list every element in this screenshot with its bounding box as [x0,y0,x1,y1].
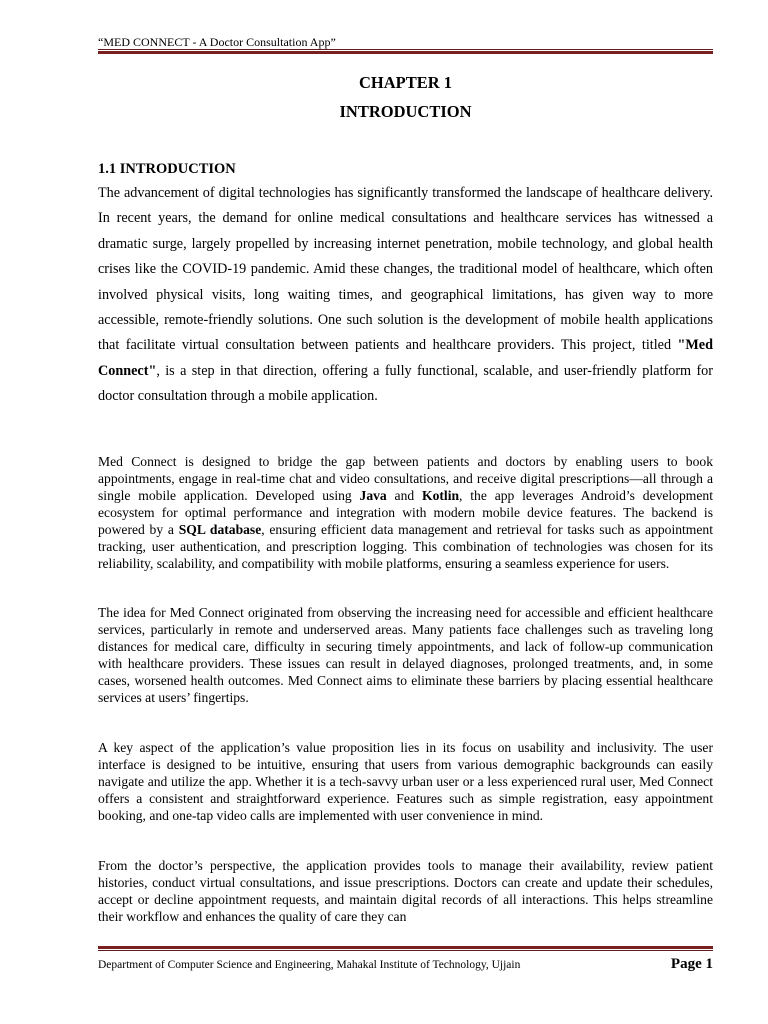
java-bold: Java [359,488,387,503]
section-heading: 1.1 INTRODUCTION [98,161,236,177]
footer-rule-thick [98,946,713,949]
header-rule-thick [98,51,713,54]
paragraph-1-text-a: The advancement of digital technologies has significantly transformed the landscape of healthcare delivery. In recent years, the demand for online medical consultations and healthcare services has witnessed a dramatic surge, largely propelled by increasing internet penetration, mobile technology, and global health crises like the COVID-19 pandemic. Amid these changes, the traditional model of healthcare, which often involved physical visits, long waiting times, and geographical limitations, has given way to more accessible, remote-friendly solutions. One such solution is the development of mobile health applications that facilitate virtual consultation between patients and healthcare providers. This project, titled [98,185,713,354]
paragraph-2-text-a: Med Connect is designed to bridge the gap between patients and doctors by enabling users to book appointments, engage in real-time chat and video consultations, and receive digital prescriptions—all through a single mobile application. Developed using [98,454,713,503]
chapter-title: INTRODUCTION [339,102,472,121]
paragraph-2-text-c: , the app leverages Android’s development ecosystem for optimal performance and integration with modern mobile device features. The backend is powered by a [98,488,713,537]
paragraph-2 [98,453,713,572]
header-rule-thin [98,49,713,50]
page-number: Page 1 [670,956,713,972]
kotlin-bold: Kotlin [422,488,460,503]
paragraph-1 [98,181,713,410]
paragraph-1-text-b: , is a step in that direction, offering a fully functional, scalable, and user-friendly platform for doctor consultation through a mobile application. [98,362,713,405]
paragraph-2-text-d: , ensuring efficient data management and retrieval for tasks such as appointment tracking, user authentication, and prescription logging. This combination of technologies was chosen for its reliability, scalability, and compatibility with mobile platforms, ensuring a seamless experience for users. [98,522,713,571]
sql-database-bold: SQL database [178,522,262,537]
paragraph-2-text-b: and [386,488,423,503]
running-header: “MED CONNECT - A Doctor Consultation App” [98,35,336,49]
chapter-number: CHAPTER 1 [358,73,453,92]
footer-department: Department of Computer Science and Engineering, Mahakal Institute of Technology, Ujjain [98,959,521,971]
app-name-bold: "Med Connect" [98,337,713,379]
footer-rule-thin [98,950,713,951]
paragraph-5: From the doctor’s perspective, the application provides tools to manage their availability, review patient histories, conduct virtual consultations, and issue prescriptions. Doctors can create and update their schedules, accept or decline appointment requests, and maintain digital records of all interactions. This helps streamline their workflow and enhances the quality of care they can [98,858,713,924]
paragraph-4: A key aspect of the application’s value proposition lies in its focus on usability and inclusivity. The user interface is designed to be intuitive, ensuring that users from various demographic backgrounds can easily navigate and utilize the app. Whether it is a tech-savvy urban user or a less experienced rural user, Med Connect offers a consistent and straightforward experience. Features such as simple registration, easy appointment booking, and one-tap video calls are implemented with user convenience in mind. [98,740,713,823]
paragraph-3: The idea for Med Connect originated from observing the increasing need for accessible and efficient healthcare services, particularly in remote and underserved areas. Many patients face challenges such as traveling long distances for medical care, difficulty in securing timely appointments, and lack of follow-up communication with healthcare providers. These issues can result in delayed diagnoses, prolonged treatments, and, in some cases, worsened health outcomes. Med Connect aims to eliminate these barriers by placing essential healthcare services at users’ fingertips. [98,605,713,705]
